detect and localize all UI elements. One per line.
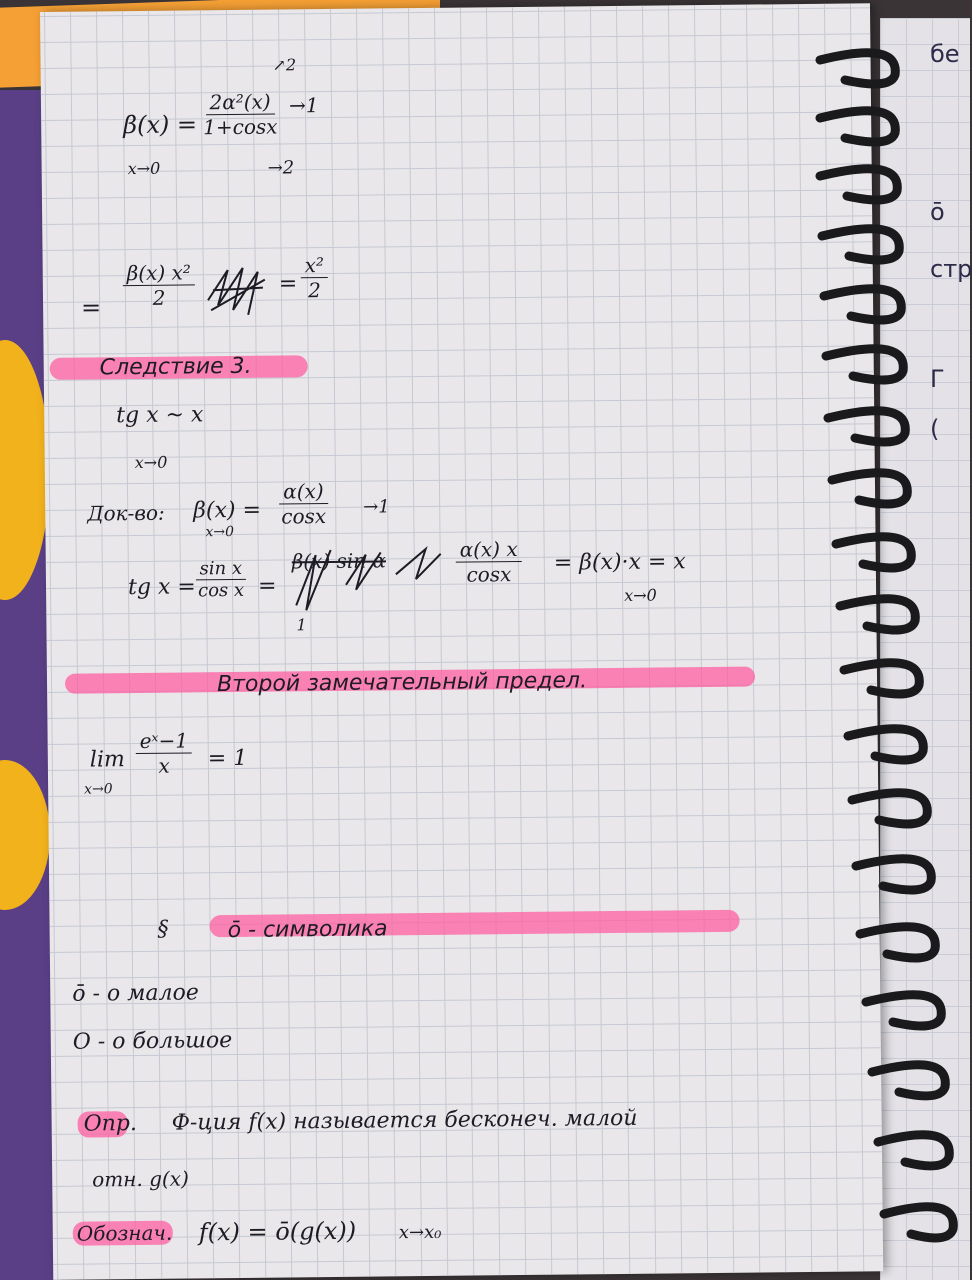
fraction-denominator: x [158,753,170,778]
fraction-numerator: eˣ−1 [136,728,193,754]
def-o-big: O - о большое [72,1028,233,1055]
crossed-out-expression: β(x) sin α [291,548,387,574]
notation-formula: f(x) = ō(g(x)) [198,1216,357,1247]
fraction-numerator: 2α²(x) [205,90,274,116]
equals-sign: = [80,293,102,322]
next-page-text: бе [930,40,960,68]
fraction-numerator: sin x [196,558,247,581]
heading-o-symbolics: ō - символика [227,916,388,944]
sin-over-cos-fraction [194,558,248,602]
next-notebook-page [880,18,970,1280]
section-marker: § [157,916,169,942]
fraction-numerator: x² [301,253,329,278]
notebook-page [40,3,883,1280]
definition-text: Ф-ция f(x) называется бесконеч. малой [171,1105,638,1136]
fraction-numerator: α(x) [279,479,328,505]
def-o-small: ō - о малое [72,980,199,1007]
alpha-over-cos-fraction [277,479,330,529]
limit-subscript: x→0 [205,523,235,541]
x2-over-2-fraction [301,253,329,302]
fraction-denominator: cos x [197,579,245,602]
limit-subscript: x→0 [84,781,113,798]
crossed-out-scribble [286,544,447,616]
heading-corollary-3: Следствие 3. [99,353,252,381]
equals-sign: = [257,573,277,599]
notation-label: Обознач. [76,1220,173,1246]
beta-lhs: β(x) = [193,497,262,524]
tg-equivalence: tg x ~ x [116,402,204,429]
beta-lhs: β(x) = [123,110,198,140]
arrow-annotation: ↗2 [272,55,297,75]
next-page-text: Г [930,365,945,393]
limit-subscript: x→0 [127,158,161,179]
fraction-numerator: α(x) x [456,537,522,563]
alpha-x-over-cos-fraction [456,537,523,587]
under-arrow-label: 1 [296,615,307,635]
arrow-annotation: →1 [363,496,390,518]
limit-subscript: x→x₀ [398,1221,442,1244]
result-expression: = β(x)·x = x [553,549,686,576]
crossed-out-scribble [203,260,274,321]
result-expression: = 1 [207,745,248,772]
next-page-text: ( [930,415,940,443]
equals-sign: = [278,271,298,297]
limit-subscript: x→0 [624,585,657,605]
fraction-denominator: cosx [281,504,327,529]
arrow-annotation: →1 [288,93,319,118]
definition-text-continued: отн. g(x) [92,1166,189,1192]
fraction-denominator: 2 [308,278,322,303]
fraction-numerator: β(x) x² [123,260,195,286]
next-page-text: ō [930,198,945,226]
beta-fraction [199,89,282,139]
arrow-annotation: →2 [267,157,295,179]
next-page-text: стр [930,255,972,283]
beta-x2-fraction [123,260,196,310]
fraction-denominator: cosx [466,562,512,587]
tg-lhs: tg x = [127,574,196,601]
limit-subscript: x→0 [134,452,168,473]
lim-operator: lim [89,747,125,773]
fraction-denominator: 1+cosx [203,114,278,140]
exp-minus-one-fraction [136,728,193,778]
definition-label: Опр. [83,1111,138,1137]
fraction-denominator: 2 [152,285,166,310]
proof-label: Док-во: [87,500,165,526]
heading-second-remarkable-limit: Второй замечательный предел. [216,668,588,698]
